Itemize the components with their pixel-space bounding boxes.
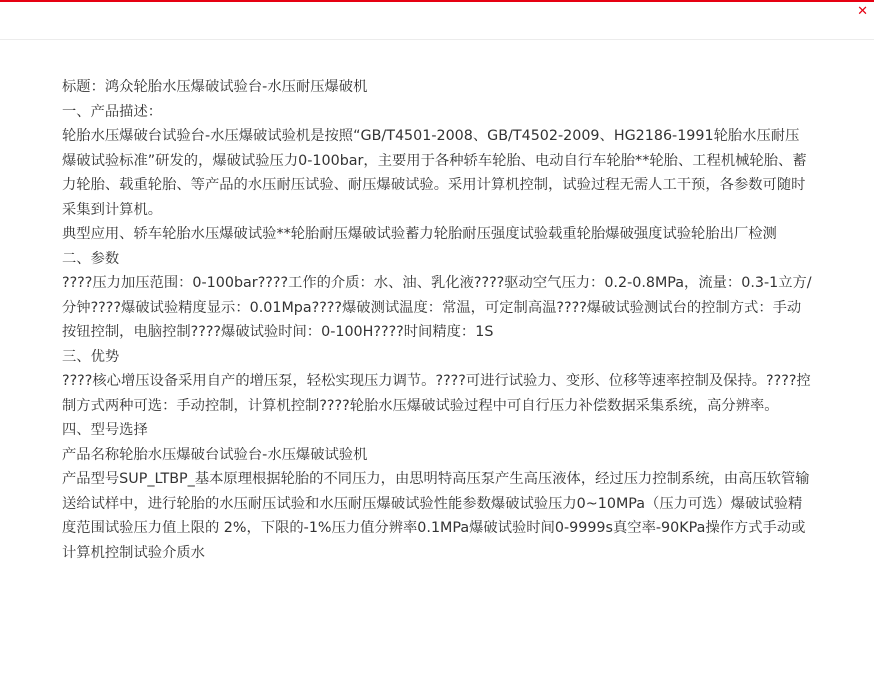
product-description-paragraph: 轮胎水压爆破台试验台-水压爆破试验机是按照“GB/T4501-2008、GB/T4502-2009、HG2186-1991轮胎水压耐压爆破试验标准”研发的，爆破试验压力0-100bar，主要用于各种轿车轮胎、电动自行车轮胎**轮胎、工程机械轮胎、蓄力轮胎、载重轮胎、等产品的水压耐压试验、耐压爆破试验。采用计算机控制，试验过程无需人工干预，各参数可随时采集到计算机。 (62, 128, 807, 218)
article-title: 标题：鸿众轮胎水压爆破试验台-水压耐压爆破机 (62, 79, 368, 95)
section-heading-advantages: 三、优势 (62, 348, 120, 365)
section-heading-parameters: 二、参数 (62, 250, 120, 267)
header-divider (0, 39, 874, 40)
article-body (62, 75, 812, 565)
parameters-paragraph: ????压力加压范围：0-100bar????工作的介质：水、油、乳化液????驱动空气压力：0.2-0.8MPa，流量：0.3-1立方/分钟????爆破试验精度显示：0.01Mpa????爆破测试温度：常温，可定制高温????爆破试验测试台的控制方式：手动按钮控制，电脑控制????爆破试验时间：0-100H????时间精度：1S (62, 275, 812, 340)
advantages-paragraph: ????核心增压设备采用自产的增压泵，轻松实现压力调节。????可进行试验力、变形、位移等速率控制及保持。????控制方式两种可选：手动控制，计算机控制????轮胎水压爆破试验过程中可自行压力补偿数据采集系统，高分辨率。 (62, 373, 811, 414)
close-area[interactable] (850, 0, 874, 30)
product-name-paragraph: 产品名称轮胎水压爆破台试验台-水压爆破试验机 (62, 446, 368, 463)
typical-applications-paragraph: 典型应用、轿车轮胎水压爆破试验**轮胎耐压爆破试验蓄力轮胎耐压强度试验载重轮胎爆破强度试验轮胎出厂检测 (62, 226, 777, 242)
section-heading-description: 一、产品描述： (62, 103, 163, 120)
top-accent-bar (0, 0, 874, 2)
close-icon[interactable]: ✕ (857, 4, 868, 19)
product-model-paragraph: 产品型号SUP_LTBP_基本原理根据轮胎的不同压力，由思明特高压泵产生高压液体，经过压力控制系统，由高压软管输送给试样中，进行轮胎的水压耐压试验和水压耐压爆破试验性能参数爆破试验压力0~10MPa（压力可选）爆破试验精度范围试验压力值上限的 2%，下限的-1%压力值分辨率0.1MPa爆破试验时间0-9999s真空率-90KPa操作方式手动或计算机控制试验介质水 (62, 471, 810, 561)
section-heading-model-selection: 四、型号选择 (62, 422, 148, 438)
